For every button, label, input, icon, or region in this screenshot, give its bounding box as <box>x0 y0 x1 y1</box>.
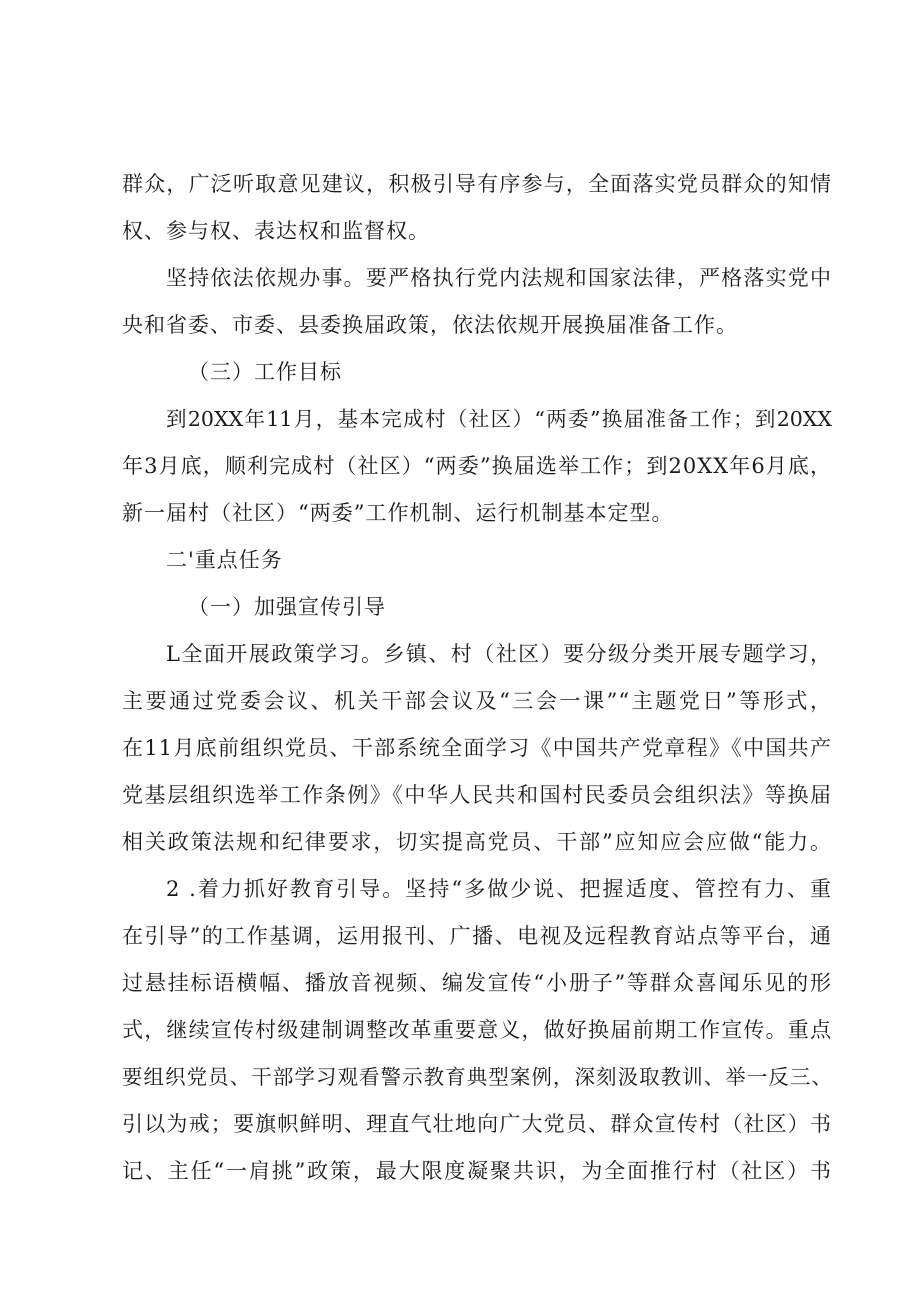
paragraph-line: 过悬挂标语横幅、播放音视频、编发宣传“小册子”等群众喜闻乐见的形 <box>122 971 832 995</box>
paragraph-line: 到20XX年11月，基本完成村（社区）“两委”换届准备工作；到20XX <box>166 407 832 431</box>
paragraph-line: 主要通过党委会议、机关干部会议及“三会一课”“主题党日”等形式， <box>122 689 832 713</box>
paragraph-line: 要组织党员、干部学习观看警示教育典型案例，深刻汲取教训、举一反三、 <box>122 1065 832 1089</box>
paragraph-line: 引以为戒；要旗帜鲜明、理直气壮地向广大党员、群众宣传村（社区）书 <box>122 1112 832 1136</box>
paragraph-line: 群众，广泛听取意见建议，积极引导有序参与，全面落实党员群众的知情 <box>122 172 832 196</box>
paragraph-line: 党基层组织选举工作条例》《中华人民共和国村民委员会组织法》等换届 <box>122 783 832 807</box>
paragraph-line: 记、主任“一肩挑”政策，最大限度凝聚共识，为全面推行村（社区）书 <box>122 1159 832 1183</box>
paragraph-line: L全面开展政策学习。乡镇、村（社区）要分级分类开展专题学习， <box>166 642 832 666</box>
paragraph-line: 坚持依法依规办事。要严格执行党内法规和国家法律，严格落实党中 <box>166 266 832 290</box>
section-heading: （一）加强宣传引导 <box>188 595 386 619</box>
paragraph-line: 权、参与权、表达权和监督权。 <box>122 219 430 243</box>
paragraph-line: 2 .着力抓好教育引导。坚持“多做少说、把握适度、管控有力、重 <box>166 877 832 901</box>
paragraph-line: 新一届村（社区）“两委”工作机制、运行机制基本定型。 <box>122 501 674 525</box>
paragraph-line: 式，继续宣传村级建制调整改革重要意义，做好换届前期工作宣传。重点 <box>122 1018 832 1042</box>
chapter-heading: 二'重点任务 <box>166 548 283 572</box>
paragraph-line: 央和省委、市委、县委换届政策，依法依规开展换届准备工作。 <box>122 313 738 337</box>
paragraph-line: 在引导”的工作基调，运用报刊、广播、电视及远程教育站点等平台，通 <box>122 924 832 948</box>
paragraph-line: 在11月底前组织党员、干部系统全面学习《中国共产党章程》《中国共产 <box>122 736 832 760</box>
paragraph-line: 年3月底，顺利完成村（社区）“两委”换届选举工作；到20XX年6月底， <box>122 454 832 478</box>
paragraph-line: 相关政策法规和纪律要求，切实提高党员、干部”应知应会应做“能力。 <box>122 830 832 854</box>
section-heading: （三）工作目标 <box>188 360 342 384</box>
